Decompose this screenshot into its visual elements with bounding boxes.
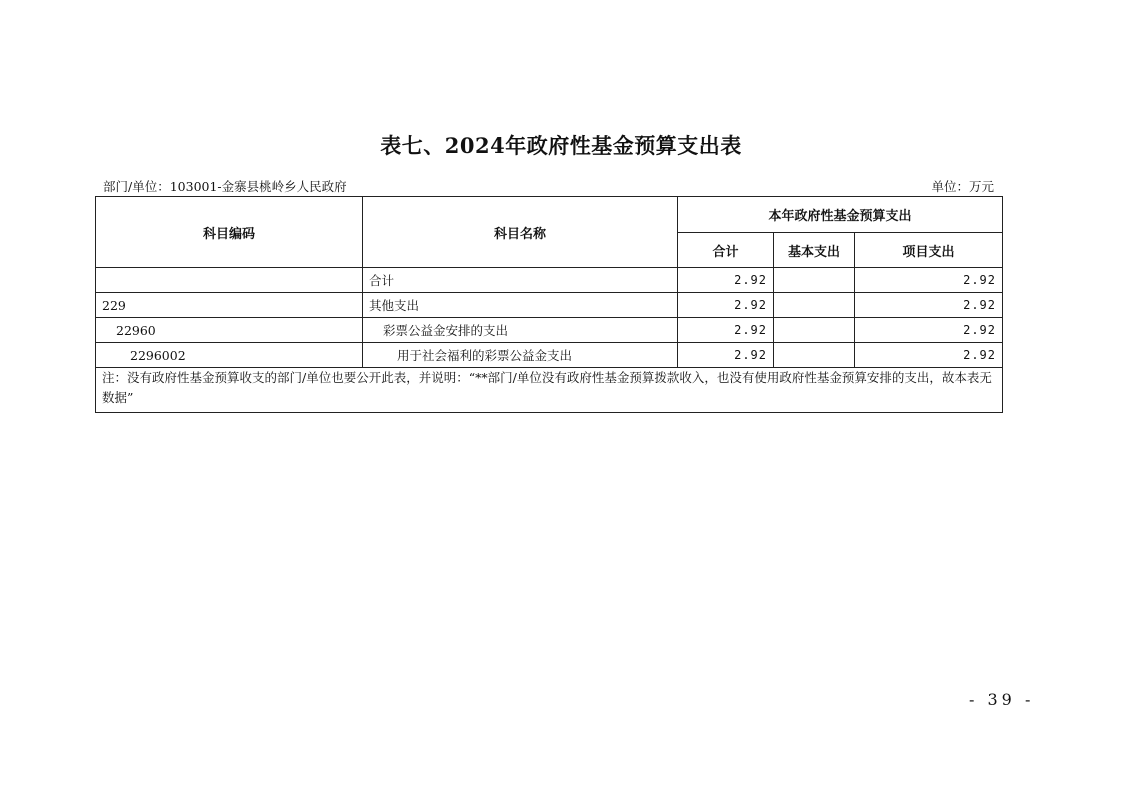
table-row: [96, 293, 1003, 318]
row-code: 2296002: [96, 343, 363, 368]
row-code: [96, 268, 363, 293]
table-note: 注：没有政府性基金预算收支的部门/单位也要公开此表，并说明：“**部门/单位没有政府性基金预算拨款收入，也没有使用政府性基金预算安排的支出，故本表无数据”: [96, 368, 1003, 413]
row-basic: [774, 343, 855, 368]
row-basic: [774, 293, 855, 318]
header-group: 本年政府性基金预算支出: [678, 197, 1003, 233]
row-total: 2.92: [678, 293, 774, 318]
row-project: 2.92: [855, 318, 1003, 343]
unit-label: 单位：万元: [931, 179, 994, 194]
department-label: 部门/单位：103001-金寨县桃岭乡人民政府: [103, 179, 347, 194]
table-row: [96, 268, 1003, 293]
row-code: 229: [96, 293, 363, 318]
row-name: 彩票公益金安排的支出: [363, 318, 678, 343]
row-project: 2.92: [855, 268, 1003, 293]
row-total: 2.92: [678, 343, 774, 368]
row-name: 其他支出: [363, 293, 678, 318]
note-row: [96, 368, 1003, 413]
header-project: 项目支出: [855, 233, 1003, 268]
page-number: - 39 -: [969, 690, 1035, 709]
table-row: [96, 343, 1003, 368]
header-code: 科目编码: [96, 197, 363, 268]
row-basic: [774, 318, 855, 343]
budget-table: [95, 196, 1003, 413]
row-project: 2.92: [855, 293, 1003, 318]
row-code: 22960: [96, 318, 363, 343]
header-name: 科目名称: [363, 197, 678, 268]
row-name: 用于社会福利的彩票公益金支出: [363, 343, 678, 368]
row-total: 2.92: [678, 318, 774, 343]
header-total: 合计: [678, 233, 774, 268]
header-row: [96, 197, 1003, 233]
table-title: 表七、2024年政府性基金预算支出表: [380, 133, 742, 158]
row-name: 合计: [363, 268, 678, 293]
table-row: [96, 318, 1003, 343]
header-basic: 基本支出: [774, 233, 855, 268]
row-project: 2.92: [855, 343, 1003, 368]
row-total: 2.92: [678, 268, 774, 293]
row-basic: [774, 268, 855, 293]
